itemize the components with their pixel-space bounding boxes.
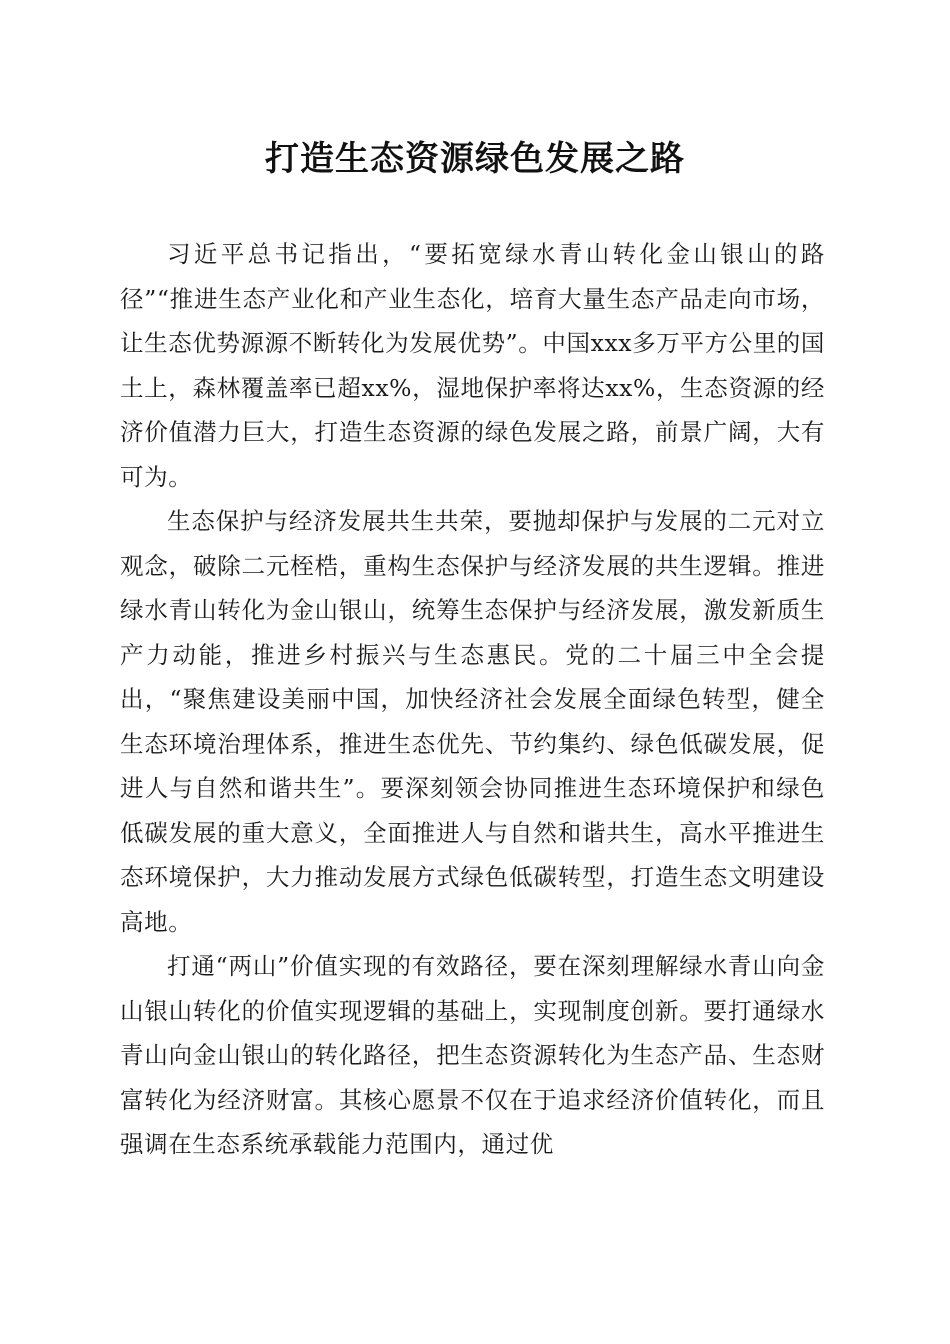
paragraph-3: 打通“两山”价值实现的有效路径，要在深刻理解绿水青山向金山银山转化的价值实现逻辑的基础上，实现制度创新。要打通绿水青山向金山银山的转化路径，把生态资源转化为生态产品、生态财富转化为经济财富。其核心愿景不仅在于追求经济价值转化，而且强调在生态系统承载能力范围内，通过优 <box>120 952 825 1158</box>
document-title: 打造生态资源绿色发展之路 <box>265 139 685 179</box>
document-body <box>120 232 825 1167</box>
paragraph-1: 习近平总书记指出，“要拓宽绿水青山转化金山银山的路径”“推进生态产业化和产业生态化，培育大量生态产品走向市场，让生态优势源源不断转化为发展优势”。中国xxx多万平方公里的国土上，森林覆盖率已超xx%，湿地保护率将达xx%，生态资源的经济价值潜力巨大，打造生态资源的绿色发展之路，前景广阔，大有可为。 <box>120 240 825 491</box>
paragraph-2: 生态保护与经济发展共生共荣，要抛却保护与发展的二元对立观念，破除二元桎梏，重构生态保护与经济发展的共生逻辑。推进绿水青山转化为金山银山，统筹生态保护与经济发展，激发新质生产力动能，推进乡村振兴与生态惠民。党的二十届三中全会提出，“聚焦建设美丽中国，加快经济社会发展全面绿色转型，健全生态环境治理体系，推进生态优先、节约集约、绿色低碳发展，促进人与自然和谐共生”。要深刻领会协同推进生态环境保护和绿色低碳发展的重大意义，全面推进人与自然和谐共生，高水平推进生态环境保护，大力推动发展方式绿色低碳转型，打造生态文明建设高地。 <box>120 507 825 936</box>
